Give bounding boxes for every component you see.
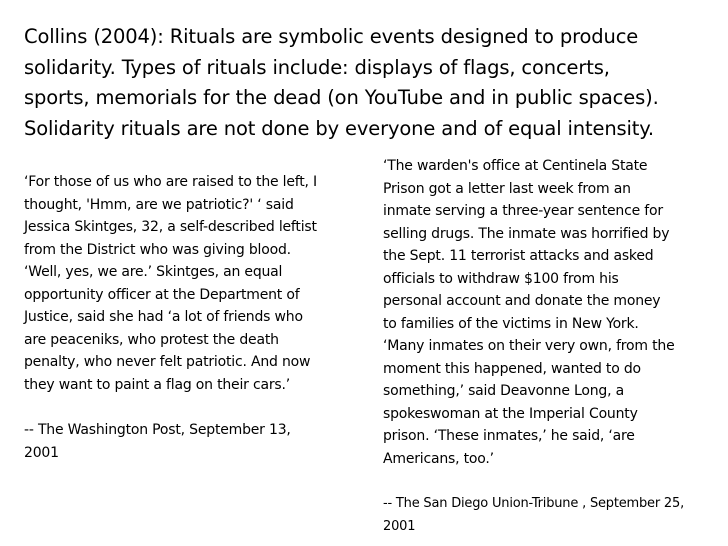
quote-line: to families of the victims in New York. <box>383 315 639 332</box>
quote-line: thought, 'Hmm, are we patriotic?' ‘ said <box>24 196 294 213</box>
quote-line: ‘For those of us who are raised to the left, I <box>24 174 317 190</box>
quote-line: spokeswoman at the Imperial County <box>383 405 638 422</box>
spacer <box>24 396 354 419</box>
heading-line: Collins (2004): Rituals are symbolic events designed to produce <box>24 25 639 48</box>
quote-source-line: -- The San Diego Union-Tribune , September 25, <box>383 496 685 511</box>
quote-line: Prison got a letter last week from an <box>383 180 631 197</box>
quote-line: ‘Many inmates on their very own, from the <box>383 338 675 354</box>
quote-line: from the District who was giving blood. <box>24 241 291 258</box>
quote-line: are peaceniks, who protest the death <box>24 331 279 348</box>
heading-line: solidarity. Types of rituals include: displays of flags, concerts, <box>24 55 610 79</box>
quote-line: ‘The warden's office at Centinela State <box>383 158 648 174</box>
washington-post-quote <box>24 171 354 464</box>
quote-line: they want to paint a flag on their cars.’ <box>24 376 290 393</box>
slide-heading <box>24 22 714 144</box>
quote-line: Americans, too.’ <box>383 450 494 467</box>
quote-line: ‘Well, yes, we are.’ Skintges, an equal <box>24 264 283 280</box>
quote-source-line: -- The Washington Post, September 13, <box>24 422 291 438</box>
quote-line: prison. ‘These inmates,’ he said, ‘are <box>383 428 635 444</box>
heading-line: sports, memorials for the dead (on YouTube and in public spaces). <box>24 86 659 109</box>
spacer <box>383 470 713 493</box>
heading-line: Solidarity rituals are not done by everyone and of equal intensity. <box>24 116 654 140</box>
quote-line: something,’ said Deavonne Long, a <box>383 383 624 399</box>
quote-line: selling drugs. The inmate was horrified by <box>383 225 670 242</box>
quote-line: personal account and donate the money <box>383 293 661 309</box>
quote-line: opportunity officer at the Department of <box>24 286 300 303</box>
quote-line: officials to withdraw $100 from his <box>383 270 619 287</box>
quote-line: penalty, who never felt patriotic. And now <box>24 354 311 370</box>
quote-line: inmate serving a three-year sentence for <box>383 203 663 219</box>
quote-line: Justice, said she had ‘a lot of friends who <box>24 309 303 325</box>
quote-source-line: 2001 <box>24 444 59 461</box>
union-tribune-quote <box>383 155 713 538</box>
quote-line: moment this happened, wanted to do <box>383 360 641 377</box>
quote-line: Jessica Skintges, 32, a self-described leftist <box>24 219 317 235</box>
quote-source-line: 2001 <box>383 518 416 534</box>
quote-line: the Sept. 11 terrorist attacks and asked <box>383 248 654 264</box>
